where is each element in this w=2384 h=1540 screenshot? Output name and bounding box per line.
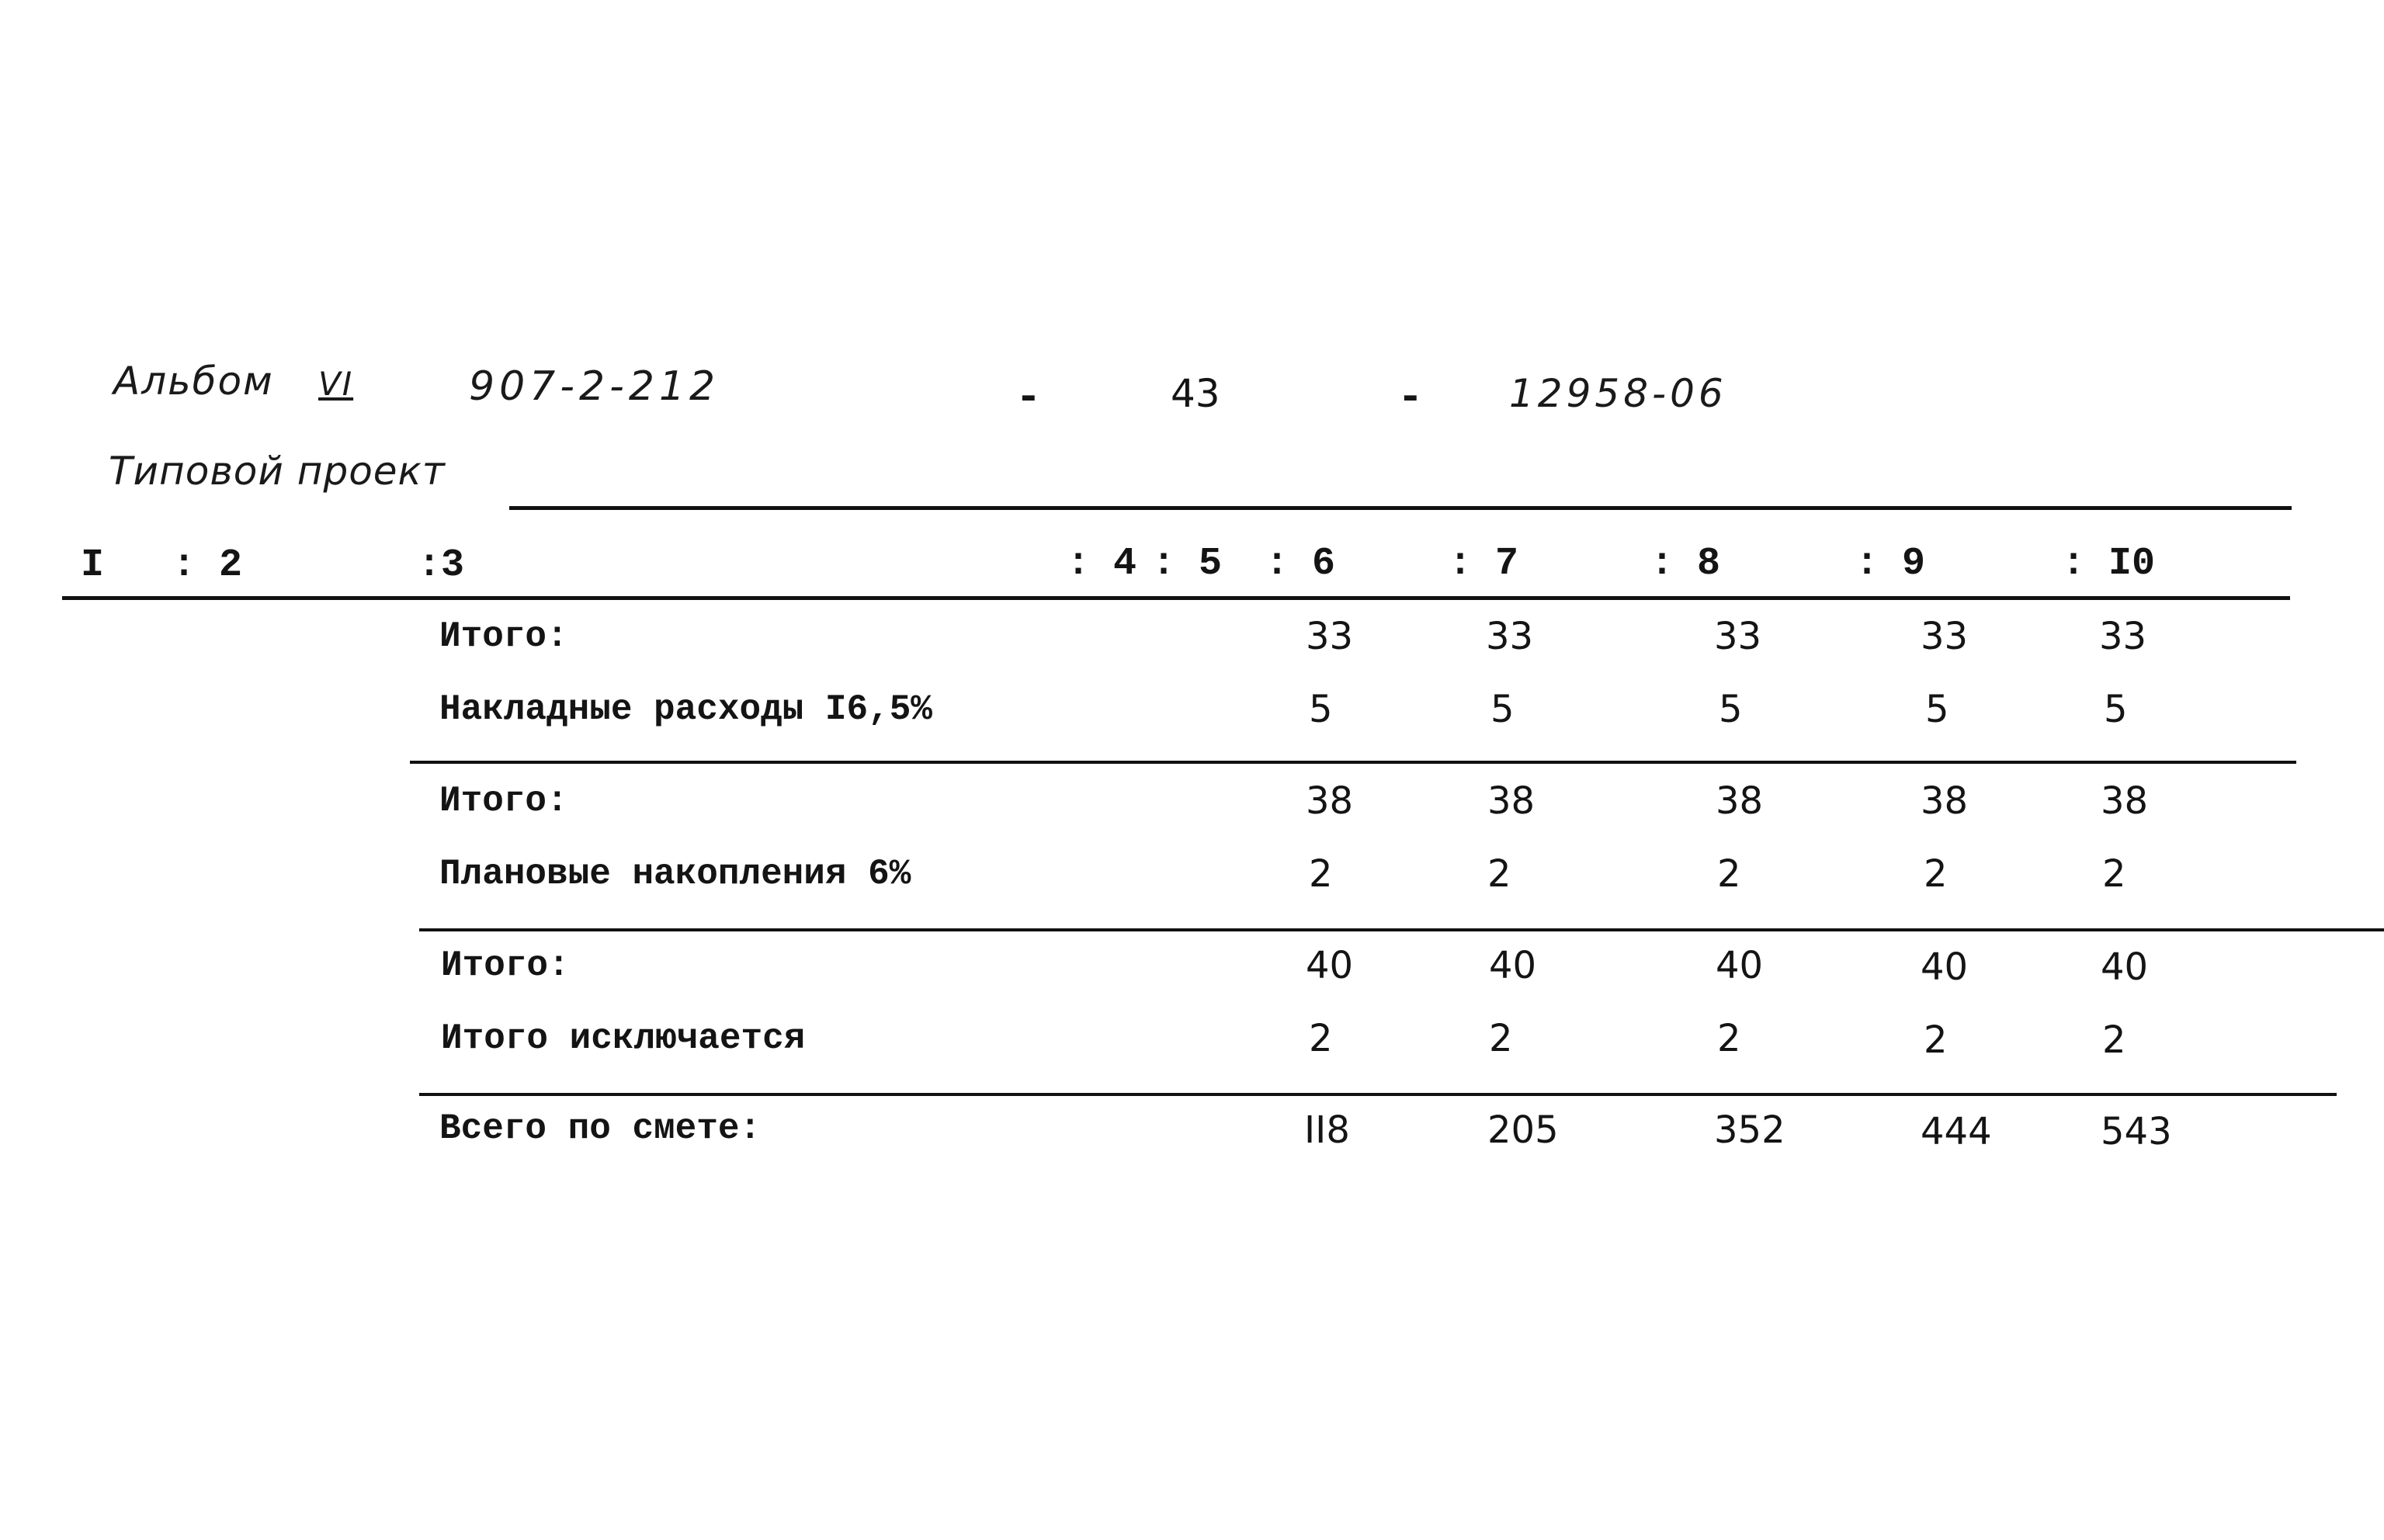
total-value: 543 [2101, 1110, 2172, 1153]
total-value: 444 [1921, 1110, 1992, 1153]
cell-value: 38 [1487, 779, 1536, 823]
page-number: 43 [1171, 371, 1220, 416]
col-header-4: : 4 [1067, 542, 1137, 586]
row-label: Накладные расходы I6,5% [439, 689, 932, 730]
cell-value: 2 [1717, 852, 1741, 896]
total-label: Всего по смете: [439, 1108, 762, 1149]
cell-value: 5 [1719, 688, 1743, 731]
row-label: Итого исключается [441, 1018, 806, 1059]
album-number: VI [318, 365, 354, 403]
row-label: Итого: [441, 945, 570, 986]
cell-value: 33 [1714, 615, 1762, 658]
col-header-6: : 6 [1265, 542, 1336, 586]
section-rule-3 [419, 1093, 2337, 1096]
cell-value: 5 [2104, 688, 2128, 731]
top-rule [509, 506, 2292, 510]
cell-value: 33 [1486, 615, 1534, 658]
total-value: 352 [1714, 1108, 1785, 1152]
col-header-9: : 9 [1855, 542, 1926, 586]
cell-value: 40 [1306, 944, 1354, 987]
cell-value: 2 [1924, 1018, 1948, 1062]
section-rule-2 [419, 928, 2384, 931]
cell-value: 2 [2102, 852, 2126, 896]
cell-value: 38 [1716, 779, 1764, 823]
cell-value: 2 [1487, 852, 1511, 896]
cell-value: 2 [1309, 1017, 1333, 1060]
doc-number: 12958-06 [1509, 371, 1727, 416]
col-header-8: : 8 [1650, 542, 1721, 586]
cell-value: 2 [1717, 1017, 1741, 1060]
cell-value: 33 [2099, 615, 2147, 658]
subtitle: Типовой проект [109, 449, 446, 494]
cell-value: 40 [2101, 945, 2149, 989]
cell-value: 2 [1309, 852, 1333, 896]
album-label: Альбом [113, 359, 274, 404]
row-label: Итого: [439, 616, 568, 657]
cell-value: 40 [1716, 944, 1764, 987]
row-label: Итого: [439, 781, 568, 821]
cell-value: 40 [1489, 944, 1537, 987]
total-value: II8 [1304, 1108, 1350, 1152]
col-header-5: : 5 [1152, 542, 1223, 586]
col-header-10: : I0 [2062, 542, 2156, 586]
cell-value: 38 [1921, 779, 1969, 823]
cell-value: 40 [1921, 945, 1969, 989]
cell-value: 33 [1306, 615, 1354, 658]
col-header-7: : 7 [1449, 542, 1519, 586]
cell-value: 5 [1925, 688, 1949, 731]
cell-value: 2 [1924, 852, 1948, 896]
dash-right: - [1397, 373, 1424, 422]
row-label: Плановые накопления 6% [439, 854, 911, 894]
cell-value: 5 [1309, 688, 1333, 731]
project-code: 907-2-212 [469, 363, 720, 410]
cell-value: 5 [1490, 688, 1515, 731]
cell-value: 2 [1489, 1017, 1513, 1060]
cell-value: 2 [2102, 1018, 2126, 1062]
section-rule-1 [410, 761, 2296, 764]
cell-value: 38 [2101, 779, 2149, 823]
header-rule [62, 596, 2290, 600]
total-value: 205 [1487, 1108, 1559, 1152]
col-header-1: I [81, 543, 105, 588]
col-header-2: : 2 [172, 543, 243, 588]
cell-value: 38 [1306, 779, 1354, 823]
col-header-3: :3 [418, 543, 465, 588]
cell-value: 33 [1921, 615, 1969, 658]
dash-left: - [1015, 373, 1042, 422]
